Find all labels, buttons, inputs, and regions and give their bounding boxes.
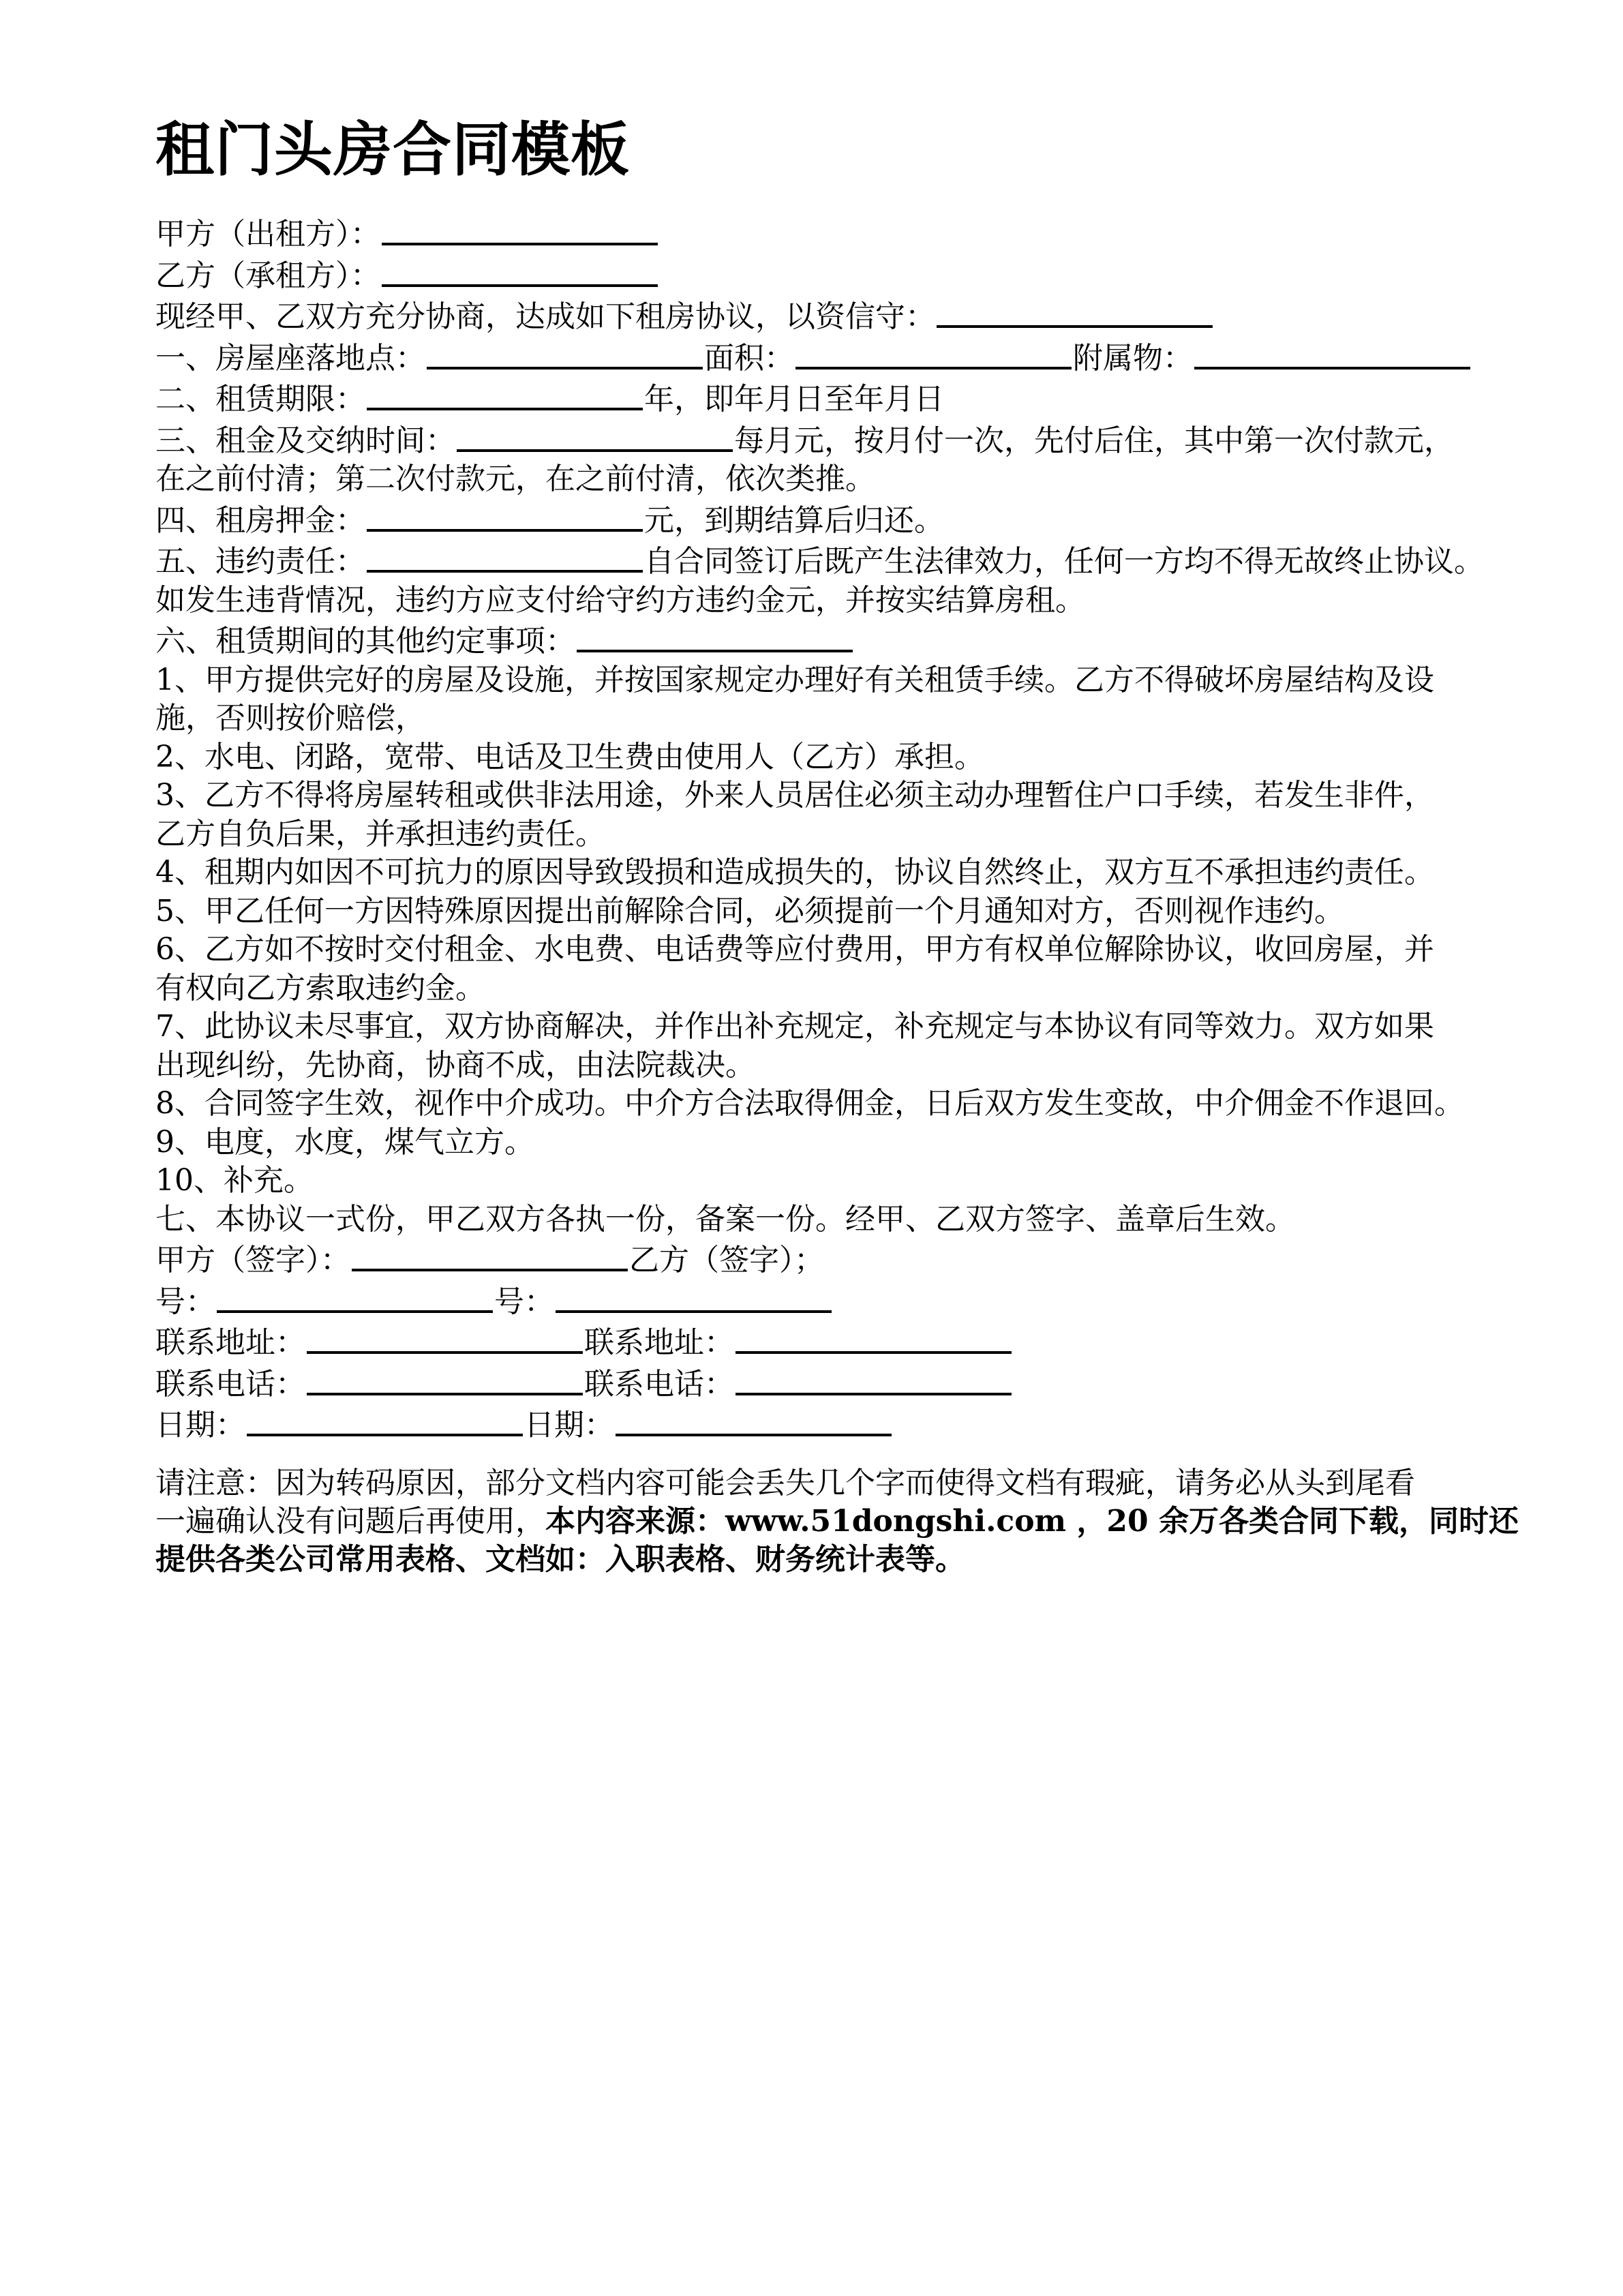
intro-blank[interactable] xyxy=(937,295,1213,328)
clause-3: 3、乙方不得将房屋转租或供非法用途，外来人员居住必须主动办理暂住户口手续，若发生非件， xyxy=(155,778,1434,813)
contract-body xyxy=(155,213,1587,1445)
notice-line-2: 一遍确认没有问题后再使用，本内容来源：www.51dongshi.com ，20 余万各类合同下载，同时还 xyxy=(155,1504,1519,1539)
location-blank[interactable] xyxy=(427,337,703,369)
party-b-phone-blank[interactable] xyxy=(735,1363,1012,1395)
term-blank[interactable] xyxy=(367,378,643,410)
term-line: 二、租赁期限： 年，即年月日至年月日 xyxy=(155,378,1587,419)
area-blank[interactable] xyxy=(795,337,1072,369)
agreement-intro-line: 现经甲、乙双方充分协商，达成如下租房协议，以资信守： xyxy=(155,295,1587,337)
liability-blank[interactable] xyxy=(367,540,643,573)
notice-line-1: 请注意：因为转码原因，部分文档内容可能会丢失几个字而使得文档有瑕疵，请务必从头到尾看 xyxy=(155,1466,1415,1500)
party-a-signature-blank[interactable] xyxy=(352,1239,628,1271)
rent-line: 三、租金及交纳时间： 每月元，按月付一次，先付后住，其中第一次付款元， xyxy=(155,419,1587,461)
document-title: 租门头房合同模板 xyxy=(155,116,630,184)
other-terms-line: 六、租赁期间的其他约定事项： xyxy=(155,620,1587,661)
liability-line: 五、违约责任： 自合同签订后既产生法律效力，任何一方均不得无故终止协议。 xyxy=(155,540,1587,581)
party-a-date-blank[interactable] xyxy=(247,1404,523,1436)
source-link-text[interactable]: 本内容来源：www.51dongshi.com ，20 余万各类合同下载，同时还 xyxy=(545,1504,1519,1539)
clause-3-cont: 乙方自负后果，并承担违约责任。 xyxy=(155,816,605,851)
clause-8: 8、合同签字生效，视作中介成功。中介方合法取得佣金，日后双方发生变故，中介佣金不作退回。 xyxy=(155,1086,1464,1121)
party-b-id-blank[interactable] xyxy=(556,1280,832,1313)
party-a-address-blank[interactable] xyxy=(307,1321,583,1354)
notice-line-3: 提供各类公司常用表格、文档如：入职表格、财务统计表等。 xyxy=(155,1542,965,1577)
other-terms-blank[interactable] xyxy=(577,620,853,652)
address-line: 联系地址： 联系地址： xyxy=(155,1321,1587,1363)
party-b-line: 乙方（承租方）： xyxy=(155,254,1587,296)
clause-6-cont: 有权向乙方索取违约金。 xyxy=(155,970,485,1006)
party-a-blank[interactable] xyxy=(382,213,658,245)
deposit-blank[interactable] xyxy=(367,499,643,532)
party-a-phone-blank[interactable] xyxy=(307,1363,583,1395)
clause-6: 6、乙方如不按时交付租金、水电费、电话费等应付费用，甲方有权单位解除协议，收回房屋，并 xyxy=(155,932,1434,967)
phone-line: 联系电话： 联系电话： xyxy=(155,1363,1587,1404)
clause-7-cont: 出现纠纷，先协商，协商不成，由法院裁决。 xyxy=(155,1047,755,1083)
clause-2: 2、水电、闭路，宽带、电话及卫生费由使用人（乙方）承担。 xyxy=(155,739,984,774)
rent-line-cont: 在之前付清；第二次付款元，在之前付清，依次类推。 xyxy=(155,462,875,496)
attachments-blank[interactable] xyxy=(1194,337,1470,369)
signature-line: 甲方（签字）： 乙方（签字）； xyxy=(155,1239,1587,1280)
clause-1-cont: 施，否则按价赔偿， xyxy=(155,701,425,736)
deposit-line: 四、租房押金： 元，到期结算后归还。 xyxy=(155,499,1587,541)
party-a-line: 甲方（出租方）： xyxy=(155,213,1587,254)
rent-blank[interactable] xyxy=(457,419,733,452)
location-line: 一、房屋座落地点： 面积： 附属物： xyxy=(155,337,1587,378)
liability-line-cont: 如发生违背情况，违约方应支付给守约方违约金元，并按实结算房租。 xyxy=(155,582,1085,618)
clause-5: 5、甲乙任何一方因特殊原因提出前解除合同，必须提前一个月通知对方，否则视作违约。 xyxy=(155,893,1344,928)
clause-9: 9、电度，水度，煤气立方。 xyxy=(155,1124,534,1160)
party-b-date-blank[interactable] xyxy=(616,1404,892,1436)
section-7: 七、本协议一式份，甲乙双方各执一份，备案一份。经甲、乙双方签字、盖章后生效。 xyxy=(155,1201,1295,1237)
clause-7: 7、此协议未尽事宜，双方协商解决，并作出补充规定，补充规定与本协议有同等效力。双方如果 xyxy=(155,1009,1434,1044)
party-b-blank[interactable] xyxy=(382,254,658,287)
party-b-address-blank[interactable] xyxy=(735,1321,1012,1354)
party-a-id-blank[interactable] xyxy=(217,1280,493,1313)
transcoding-notice xyxy=(155,1464,1587,1579)
date-line: 日期： 日期： xyxy=(155,1404,1587,1445)
clause-10: 10、补充。 xyxy=(155,1163,314,1198)
clause-1: 1、甲方提供完好的房屋及设施，并按国家规定办理好有关租赁手续。乙方不得破坏房屋结构及设 xyxy=(155,662,1434,697)
id-number-line: 号： 号： xyxy=(155,1280,1587,1322)
clause-4: 4、租期内如因不可抗力的原因导致毁损和造成损失的，协议自然终止，双方互不承担违约责任。 xyxy=(155,855,1434,890)
